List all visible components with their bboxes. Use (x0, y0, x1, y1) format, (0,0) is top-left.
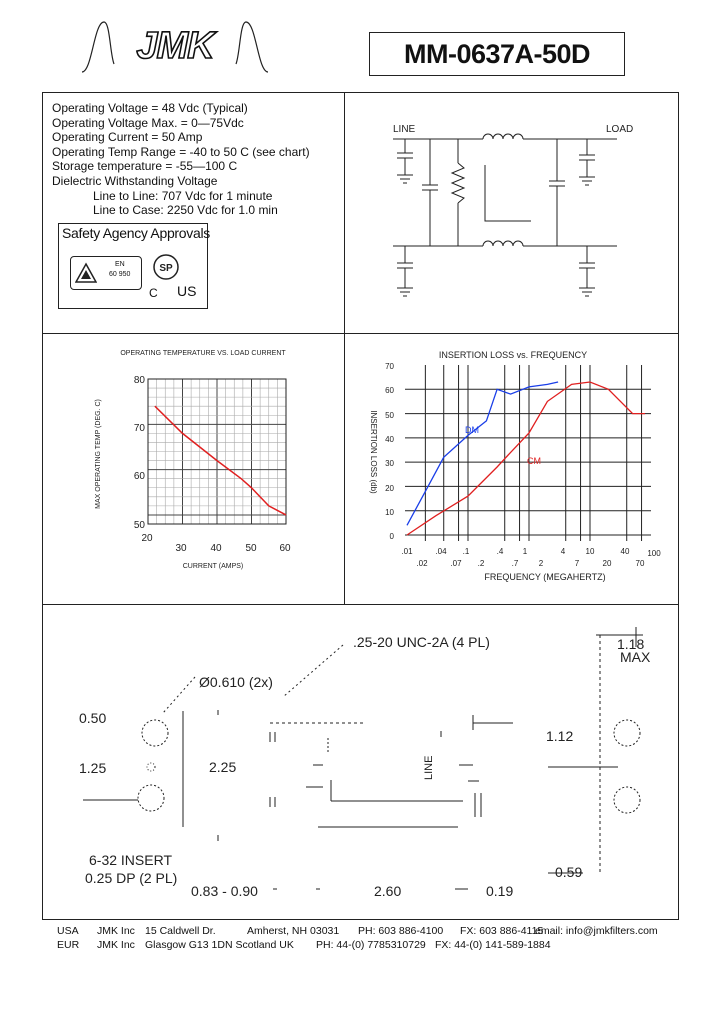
footer-fax: FX: 603 886-4115 (460, 925, 544, 937)
footer-address: Glasgow G13 1DN Scotland UK (145, 939, 294, 951)
logo-text: JMK (136, 25, 214, 67)
footer-email[interactable]: email: info@jmkfilters.com (535, 925, 658, 937)
dim-118: 1.18 (617, 636, 645, 652)
loss-xtick: .1 (462, 547, 470, 556)
schematic-load-label: LOAD (606, 124, 634, 135)
dim-059: 0.59 (555, 864, 583, 880)
loss-ytick: 50 (385, 411, 394, 420)
footer-address: 15 Caldwell Dr. (145, 925, 216, 937)
temp-xtick: 60 (279, 543, 291, 554)
cm-label: CM (527, 456, 541, 466)
approvals-box (58, 223, 208, 309)
spec-line: Line to Line: 707 Vdc for 1 minute (93, 188, 273, 203)
footer-region: EUR (57, 939, 80, 951)
loss-ytick: 60 (385, 386, 394, 395)
loss-xtick: .4 (496, 547, 504, 556)
en-number: 60 950 (109, 271, 131, 278)
footer-eur-row (57, 938, 677, 952)
loss-xtick: .7 (511, 559, 519, 568)
loss-xtick: 4 (560, 547, 566, 556)
footer-company: JMK Inc (97, 939, 135, 951)
specs-list (52, 101, 310, 218)
loss-xlabel: FREQUENCY (MEGAHERTZ) (484, 572, 606, 582)
loss-xtick: 40 (620, 547, 630, 556)
loss-xtick: .2 (477, 559, 485, 568)
en-badge (70, 256, 142, 290)
spec-line: Operating Voltage Max. = 0—75Vdc (52, 115, 244, 130)
temp-ytick: 60 (133, 471, 145, 482)
loss-ytick: 20 (385, 484, 394, 493)
temp-chart (43, 334, 343, 603)
spec-line: Operating Current = 50 Amp (52, 130, 203, 145)
approvals-title: Safety Agency Approvals (62, 225, 210, 241)
loss-xtick: 70 (635, 559, 645, 568)
line-label: LINE (423, 755, 435, 780)
max-label: MAX (620, 649, 651, 665)
loss-ytick: 0 (389, 532, 394, 541)
loss-ytick: 70 (385, 362, 394, 371)
csa-us: US (177, 283, 197, 299)
dim-225: 2.25 (209, 759, 237, 775)
footer-phone: PH: 44-(0) 7785310729 (316, 939, 426, 951)
dim-260: 2.60 (374, 883, 402, 899)
loss-ytick: 30 (385, 459, 394, 468)
dim-050: 0.50 (79, 710, 107, 726)
loss-chart-title: INSERTION LOSS vs. FREQUENCY (438, 350, 588, 360)
csa-c: C (149, 286, 158, 300)
footer-region: USA (57, 925, 79, 937)
svg-text:SP: SP (159, 263, 173, 274)
loss-xtick: .02 (416, 559, 428, 568)
temp-ytick: 50 (133, 520, 145, 531)
temp-xtick: 30 (175, 543, 187, 554)
part-number-box (369, 32, 625, 76)
footer-company: JMK Inc (97, 925, 135, 937)
loss-xtick: .04 (435, 547, 447, 556)
temp-chart-title: OPERATING TEMPERATURE VS. LOAD CURRENT (120, 350, 286, 357)
temp-xtick: 40 (210, 543, 222, 554)
loss-xtick: .01 (401, 547, 413, 556)
loss-ylabel: INSERTION LOSS (db) (369, 410, 378, 494)
dm-label: DM (465, 425, 479, 435)
loss-xtick: 2 (538, 559, 544, 568)
insert-note-2: 0.25 DP (2 PL) (85, 870, 178, 886)
loss-xtick: 10 (585, 547, 595, 556)
temp-xtick: 50 (245, 543, 257, 554)
dim-019: 0.19 (486, 883, 514, 899)
diameter-note: Ø0.610 (2x) (199, 674, 273, 690)
schematic-diagram (345, 93, 678, 333)
loss-xtick: 20 (602, 559, 612, 568)
loss-chart (345, 334, 678, 603)
loss-ytick: 40 (385, 435, 394, 444)
loss-xtick: 1 (522, 547, 528, 556)
schematic-line-label: LINE (393, 124, 416, 135)
footer-fax: FX: 44-(0) 141-589-1884 (435, 939, 551, 951)
spec-line: Storage temperature = -55—100 C (52, 159, 238, 174)
triangle-mark-icon (75, 262, 97, 284)
dim-112: 1.12 (546, 728, 574, 744)
temp-xlabel: CURRENT (AMPS) (182, 563, 244, 570)
footer-phone: PH: 603 886-4100 (358, 925, 444, 937)
dim-125: 1.25 (79, 760, 107, 776)
en-label: EN (115, 261, 125, 268)
thread-note: .25-20 UNC-2A (4 PL) (353, 634, 490, 650)
temp-xtick: 20 (141, 533, 153, 544)
spec-line: Line to Case: 2250 Vdc for 1.0 min (93, 203, 278, 218)
loss-xtick: 7 (574, 559, 580, 568)
spec-line: Dielectric Withstanding Voltage (52, 173, 218, 188)
loss-xtick: 100 (647, 549, 661, 558)
spec-line: Operating Voltage = 48 Vdc (Typical) (52, 101, 248, 115)
temp-ylabel: MAX OPERATING TEMP (DEG. C) (95, 399, 102, 509)
temp-ytick: 80 (133, 375, 145, 386)
footer-city: Amherst, NH 03031 (247, 925, 340, 937)
temp-ytick: 70 (133, 423, 145, 434)
part-number: MM-0637A-50D (403, 39, 591, 69)
jmk-logo (80, 14, 270, 84)
spec-line: Operating Temp Range = -40 to 50 C (see chart) (52, 144, 310, 159)
loss-chart-grid (405, 365, 651, 541)
loss-xtick: .07 (450, 559, 462, 568)
footer-usa-row (57, 924, 677, 938)
dim-083: 0.83 - 0.90 (191, 883, 258, 899)
loss-ytick: 10 (385, 508, 394, 517)
dm-series-line (407, 382, 558, 525)
mechanical-drawing (43, 605, 678, 919)
footer (57, 924, 677, 952)
insert-note-1: 6-32 INSERT (89, 852, 172, 868)
csa-logo-icon (151, 252, 181, 282)
